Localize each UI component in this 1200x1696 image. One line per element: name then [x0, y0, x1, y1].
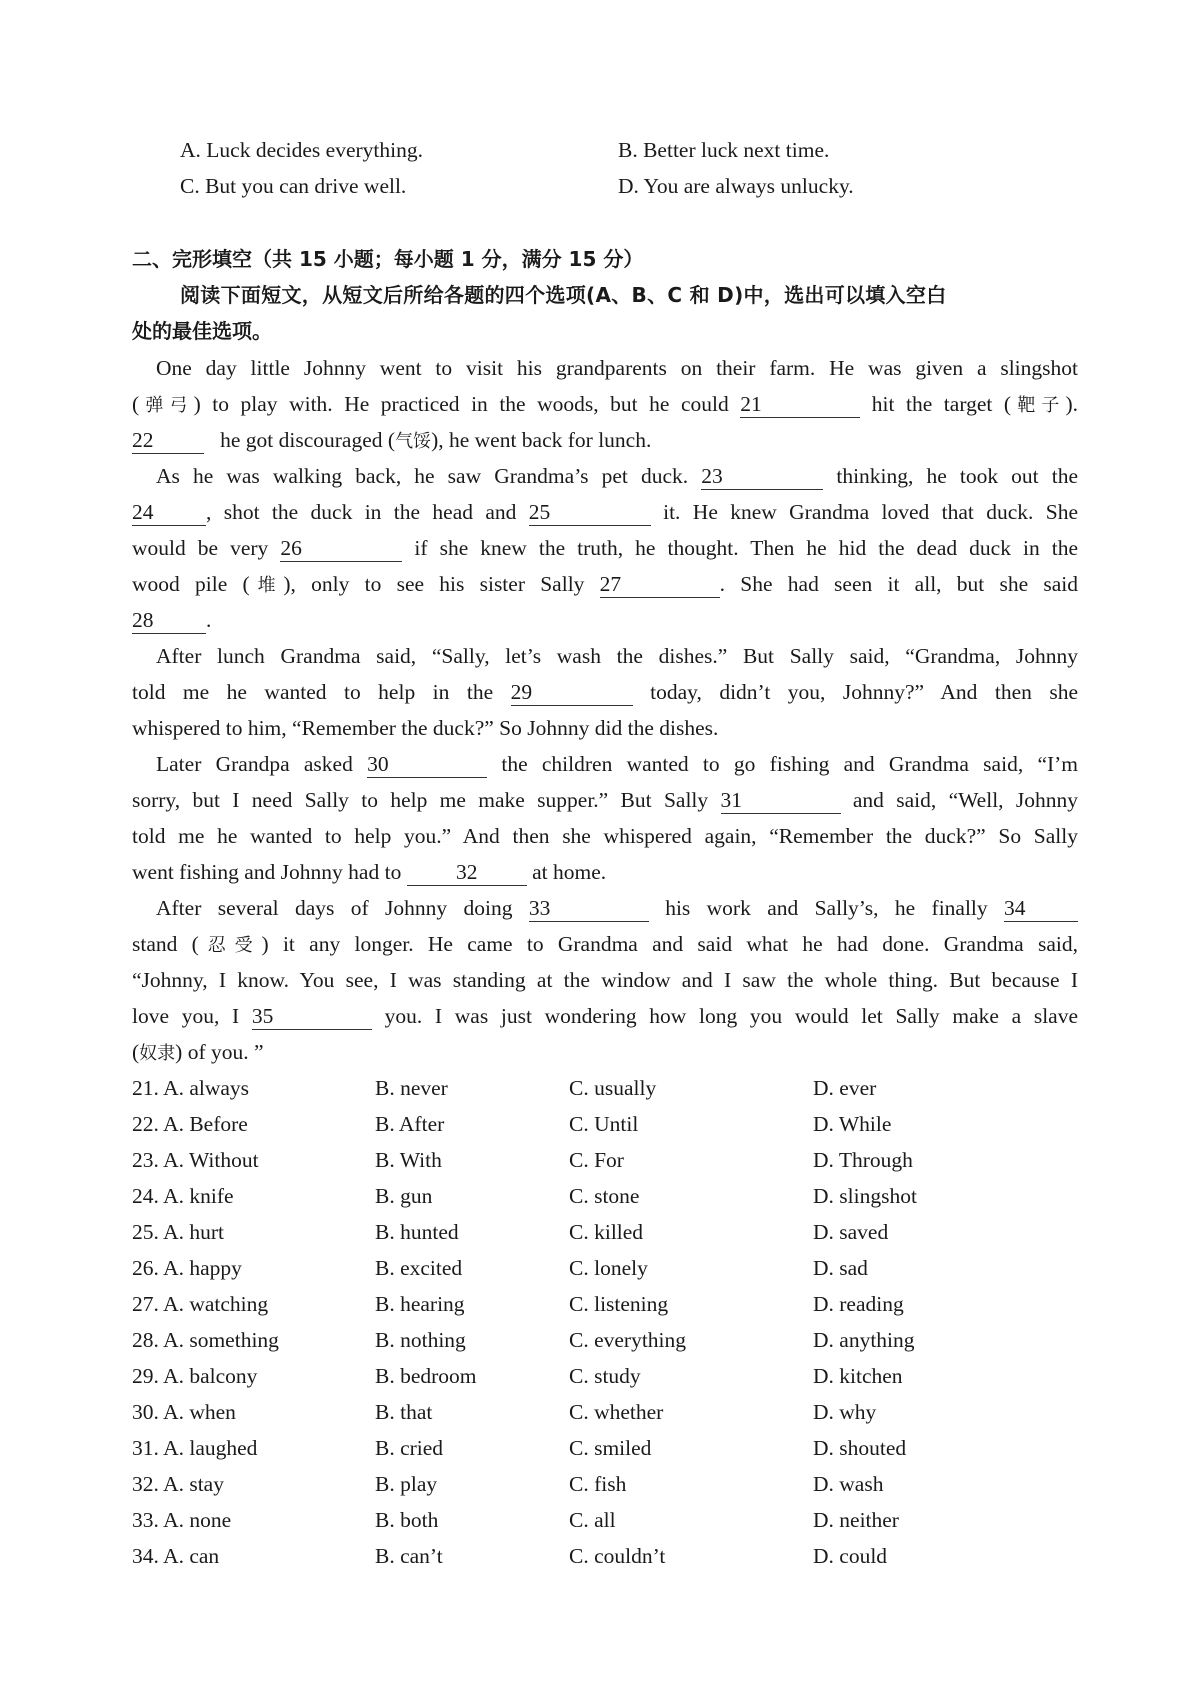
option-c[interactable]: C. stone	[569, 1184, 640, 1208]
passage-line	[132, 746, 1078, 782]
blank-33[interactable]: 33	[529, 897, 649, 922]
text: hit the target (	[871, 392, 1012, 416]
text: ) to play with. He practiced in the woods, but he could	[193, 392, 729, 416]
option-b[interactable]: B. hearing	[375, 1292, 465, 1316]
blank-28[interactable]: 28	[132, 609, 206, 634]
option-a[interactable]: 32. A. stay	[132, 1472, 224, 1496]
option-c[interactable]: C. all	[569, 1508, 616, 1532]
passage-line	[132, 1034, 1078, 1072]
chinese-gloss: 靶子	[1011, 395, 1066, 416]
option-b[interactable]: B. After	[375, 1112, 445, 1136]
option-d[interactable]: D. reading	[813, 1292, 904, 1316]
passage-line	[132, 782, 1078, 818]
option-b[interactable]: B. bedroom	[375, 1364, 477, 1388]
prev-option-a: A. Luck decides everything.	[180, 138, 423, 162]
option-b[interactable]: B. play	[375, 1472, 438, 1496]
passage-line	[132, 494, 1078, 530]
option-c[interactable]: C. smiled	[569, 1436, 652, 1460]
blank-29[interactable]: 29	[511, 681, 633, 706]
text: (	[132, 1040, 140, 1064]
text: love you, I	[132, 1004, 240, 1028]
passage-line: whispered to him, “Remember the duck?” So Johnny did the dishes.	[132, 716, 719, 740]
option-c[interactable]: C. everything	[569, 1328, 687, 1352]
option-d[interactable]: D. saved	[813, 1220, 889, 1244]
option-d[interactable]: D. wash	[813, 1472, 884, 1496]
passage-line	[132, 530, 1078, 566]
option-b[interactable]: B. cried	[375, 1436, 444, 1460]
prev-option-c: C. But you can drive well.	[180, 174, 407, 198]
blank-35[interactable]: 35	[252, 1005, 372, 1030]
text: stand (	[132, 932, 199, 956]
blank-23[interactable]: 23	[701, 465, 823, 490]
passage-line	[132, 674, 1078, 710]
text: told me he wanted to help in the	[132, 680, 494, 704]
option-a[interactable]: 28. A. something	[132, 1328, 279, 1352]
blank-32[interactable]: 32	[407, 861, 527, 886]
text: ) of you. ”	[175, 1040, 264, 1064]
passage-line	[132, 458, 1078, 494]
text: ) it any longer. He came to Grandma and said what he had done. Grandma said,	[261, 932, 1079, 956]
text: wood pile (	[132, 572, 250, 596]
passage-line	[132, 890, 1078, 926]
option-b[interactable]: B. gun	[375, 1184, 433, 1208]
text: would be very	[132, 536, 269, 560]
text: at home.	[532, 860, 607, 884]
option-d[interactable]: D. shouted	[813, 1436, 907, 1460]
chinese-gloss: 弹弓	[139, 395, 194, 416]
text: As he was walking back, he saw Grandma’s pet duck.	[156, 464, 689, 488]
chinese-gloss: 忍受	[198, 935, 262, 956]
text: ), only to see his sister Sally	[283, 572, 585, 596]
passage-line: After lunch Grandma said, “Sally, let’s wash the dishes.” But Sally said, “Grandma, Johnny	[156, 644, 1078, 668]
text: . She had seen it all, but she said	[719, 572, 1079, 596]
option-d[interactable]: D. Through	[813, 1148, 913, 1172]
text: .	[206, 608, 212, 632]
option-c[interactable]: C. couldn’t	[569, 1544, 666, 1568]
chinese-gloss: 奴隶	[139, 1043, 176, 1064]
passage-line	[132, 566, 1078, 604]
passage-line	[132, 998, 1078, 1034]
text: you. I was just wondering how long you would let Sally make a slave	[384, 1004, 1079, 1028]
text: After several days of Johnny doing	[156, 896, 513, 920]
blank-34[interactable]: 34	[1004, 897, 1078, 922]
passage-line	[132, 386, 1078, 424]
passage-line: told me he wanted to help you.” And then she whispered again, “Remember the duck?” So Sally	[132, 824, 1078, 848]
option-c[interactable]: C. For	[569, 1148, 624, 1172]
option-b[interactable]: B. can’t	[375, 1544, 443, 1568]
prev-option-b: B. Better luck next time.	[618, 138, 830, 162]
option-c[interactable]: C. whether	[569, 1400, 664, 1424]
blank-24[interactable]: 24	[132, 501, 206, 526]
option-d[interactable]: D. sad	[813, 1256, 868, 1280]
option-c[interactable]: C. Until	[569, 1112, 639, 1136]
option-a[interactable]: 23. A. Without	[132, 1148, 259, 1172]
blank-31[interactable]: 31	[721, 789, 841, 814]
option-d[interactable]: D. kitchen	[813, 1364, 903, 1388]
text: his work and Sally’s, he finally	[665, 896, 988, 920]
option-a[interactable]: 30. A. when	[132, 1400, 236, 1424]
passage-line: “Johnny, I know. You see, I was standing at the window and I saw the whole thing. But because I	[132, 968, 1078, 992]
chinese-gloss: 气馁	[395, 431, 432, 452]
option-a[interactable]: 21. A. always	[132, 1076, 250, 1100]
text: it. He knew Grandma loved that duck. She	[663, 500, 1078, 524]
section-heading: 二、完形填空（共 15 小题；每小题 1 分，满分 15 分）	[132, 247, 644, 271]
text: ), he went back for lunch.	[431, 428, 652, 452]
option-b[interactable]: B. never	[375, 1076, 448, 1100]
text: thinking, he took out the	[836, 464, 1078, 488]
text: ).	[1065, 392, 1079, 416]
option-d[interactable]: D. anything	[813, 1328, 915, 1352]
text: and said, “Well, Johnny	[852, 788, 1078, 812]
passage-line	[132, 854, 1078, 890]
option-c[interactable]: C. killed	[569, 1220, 644, 1244]
text: the children wanted to go fishing and Grandma said, “I’m	[501, 752, 1079, 776]
text: Later Grandpa asked	[156, 752, 353, 776]
text: if she knew the truth, he thought. Then he hid the dead duck in the	[414, 536, 1079, 560]
option-c[interactable]: C. listening	[569, 1292, 669, 1316]
option-c[interactable]: C. usually	[569, 1076, 657, 1100]
text: , shot the duck in the head and	[206, 500, 517, 524]
option-a[interactable]: 24. A. knife	[132, 1184, 234, 1208]
option-a[interactable]: 33. A. none	[132, 1508, 232, 1532]
text: (	[132, 392, 140, 416]
passage-line	[132, 422, 1078, 460]
text: he got discouraged (	[220, 428, 396, 452]
section-instruction-line1: 阅读下面短文，从短文后所给各题的四个选项(A、B、C 和 D)中，选出可以填入空白	[180, 283, 947, 307]
option-d[interactable]: D. neither	[813, 1508, 899, 1532]
option-b[interactable]: B. hunted	[375, 1220, 459, 1244]
option-b[interactable]: B. With	[375, 1148, 442, 1172]
option-a[interactable]: 27. A. watching	[132, 1292, 269, 1316]
blank-21[interactable]: 21	[740, 393, 860, 418]
option-b[interactable]: B. that	[375, 1400, 433, 1424]
passage-line	[132, 602, 1078, 638]
option-d[interactable]: D. ever	[813, 1076, 877, 1100]
option-c[interactable]: C. lonely	[569, 1256, 648, 1280]
option-a[interactable]: 25. A. hurt	[132, 1220, 224, 1244]
blank-26[interactable]: 26	[280, 537, 402, 562]
blank-22[interactable]: 22	[132, 429, 204, 454]
option-a[interactable]: 22. A. Before	[132, 1112, 248, 1136]
section-instruction-line2: 处的最佳选项。	[132, 319, 272, 343]
option-c[interactable]: C. fish	[569, 1472, 627, 1496]
text: sorry, but I need Sally to help me make supper.” But Sally	[132, 788, 709, 812]
option-d[interactable]: D. While	[813, 1112, 892, 1136]
option-a[interactable]: 31. A. laughed	[132, 1436, 258, 1460]
chinese-gloss: 堆	[249, 575, 284, 596]
text: went fishing and Johnny had to	[132, 860, 402, 884]
option-b[interactable]: B. both	[375, 1508, 439, 1532]
option-a[interactable]: 34. A. can	[132, 1544, 220, 1568]
option-a[interactable]: 26. A. happy	[132, 1256, 242, 1280]
blank-25[interactable]: 25	[529, 501, 651, 526]
option-a[interactable]: 29. A. balcony	[132, 1364, 258, 1388]
prev-option-d: D. You are always unlucky.	[618, 174, 854, 198]
blank-27[interactable]: 27	[600, 573, 720, 598]
option-c[interactable]: C. study	[569, 1364, 641, 1388]
option-d[interactable]: D. slingshot	[813, 1184, 917, 1208]
option-b[interactable]: B. excited	[375, 1256, 463, 1280]
passage-line	[132, 926, 1078, 964]
passage-line: One day little Johnny went to visit his grandparents on their farm. He was given a slingshot	[156, 356, 1078, 380]
text: today, didn’t you, Johnny?” And then she	[650, 680, 1079, 704]
option-d[interactable]: D. why	[813, 1400, 877, 1424]
option-b[interactable]: B. nothing	[375, 1328, 466, 1352]
option-d[interactable]: D. could	[813, 1544, 888, 1568]
blank-30[interactable]: 30	[367, 753, 487, 778]
